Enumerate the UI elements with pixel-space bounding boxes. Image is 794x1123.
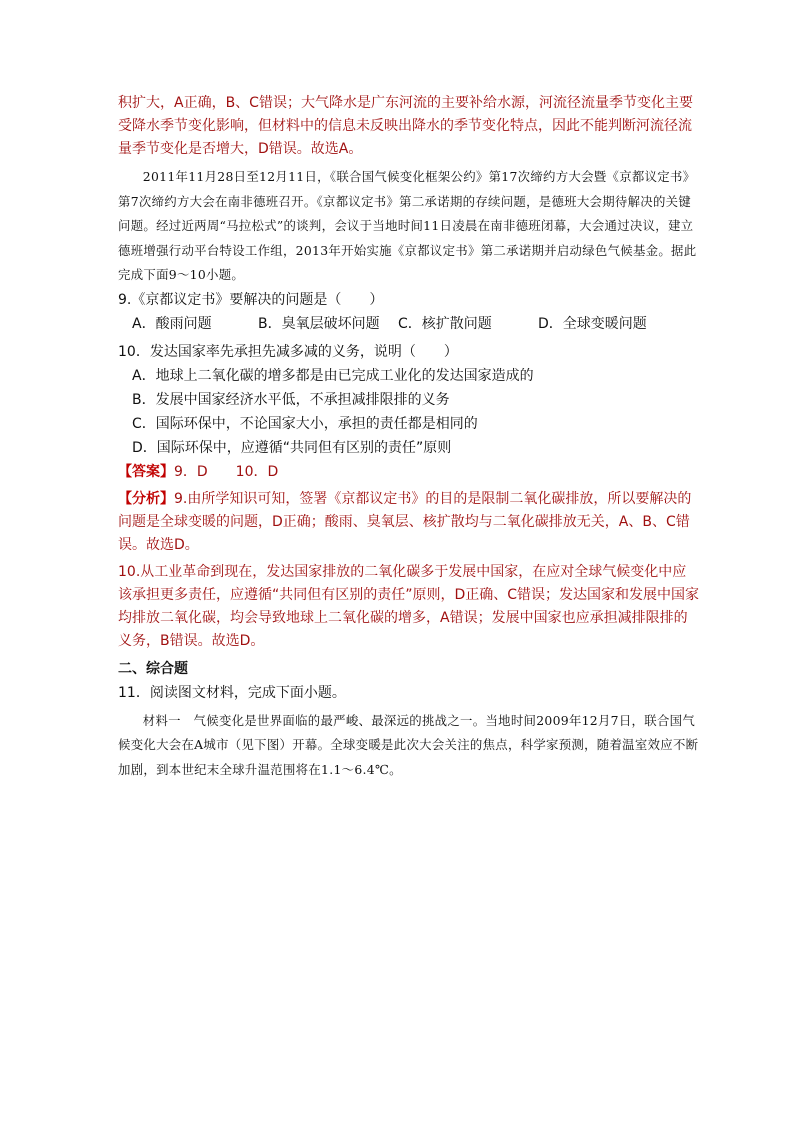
q10-option-a: A．地球上二氧化碳的增多都是由已完成工业化的发达国家造成的 <box>132 367 534 384</box>
material-9-10: 2011年11月28日至12月11日，《联合国气候变化框架公约》第17次缔约方大会暨《京都议定书》第7次缔约方大会在南非德班召开。《京都议定书》第二承诺期的存续问题，是德班大会期待解决的关键问题。经过近两周“马拉松式”的谈判，会议于当地时间11日凌晨在南非德班闭幕，大会通过决议，建立德班增强行动平台特设工作组，2013年开始实施《京都议定书》第二承诺期并启动绿色气候基金。据此完成下面9～10小题。 <box>118 169 697 282</box>
answer-line <box>118 460 700 484</box>
analysis-9 <box>118 488 700 557</box>
material-one: 材料一 气候变化是世界面临的最严峻、最深远的挑战之一。当地时间2009年12月7日，联合国气候变化大会在A城市（见下图）开幕。全球变暖是此次大会关注的焦点，科学家预测，随着温室效应不断加剧，到本世纪末全球升温范围将在1.1～6.4℃。 <box>118 712 699 777</box>
analysis-label: 【分析】 <box>118 490 174 507</box>
q10-option-b: B．发展中国家经济水平低，不承担减排限排的义务 <box>132 391 450 408</box>
section-title: 二、综合题 <box>118 660 188 677</box>
q9-option-c: C．核扩散问题 <box>398 315 492 332</box>
q9-option-b: B．臭氧层破坏问题 <box>258 315 380 332</box>
analysis-9-text: 9.由所学知识可知，签署《京都议定书》的目的是限制二氧化碳排放，所以要解决的问题是全球变暖的问题，D正确；酸雨、臭氧层、核扩散均与二氧化碳排放无关，A、B、C错误。故选D。 <box>118 490 692 553</box>
q9-option-d: D．全球变暖问题 <box>538 315 647 332</box>
answer-value: 9．D 10．D <box>174 463 279 480</box>
question-9-options <box>118 312 700 336</box>
page-content <box>118 92 700 782</box>
question-9-stem: 9.《京都议定书》要解决的问题是（ ） <box>118 291 384 308</box>
analysis-10-text: 10.从工业革命到现在，发达国家排放的二氧化碳多于发展中国家，在应对全球气候变化中应该承担更多责任，应遵循“共同但有区别的责任”原则，D正确、C错误；发达国家和发展中国家均排放二氧化碳，均会导致地球上二氧化碳的增多，A错误；发展中国家也应承担减排限排的义务，B错误。故选D。 <box>118 563 700 649</box>
answer-label: 【答案】 <box>118 463 174 480</box>
question-10-stem: 10．发达国家率先承担先减多减的义务，说明（ ） <box>118 343 458 360</box>
q10-option-c: C．国际环保中，不论国家大小，承担的责任都是相同的 <box>132 415 478 432</box>
q10-option-d: D．国际环保中，应遵循“共同但有区别的责任”原则 <box>132 439 452 456</box>
question-11-stem: 11．阅读图文材料，完成下面小题。 <box>118 684 346 701</box>
previous-analysis-text: 积扩大，A正确，B、C错误；大气降水是广东河流的主要补给水源，河流径流量季节变化主要受降水季节变化影响，但材料中的信息未反映出降水的季节变化特点，因此不能判断河流径流量季节变化是否增大，D错误。故选A。 <box>118 95 693 157</box>
q9-option-a: A．酸雨问题 <box>132 315 212 332</box>
